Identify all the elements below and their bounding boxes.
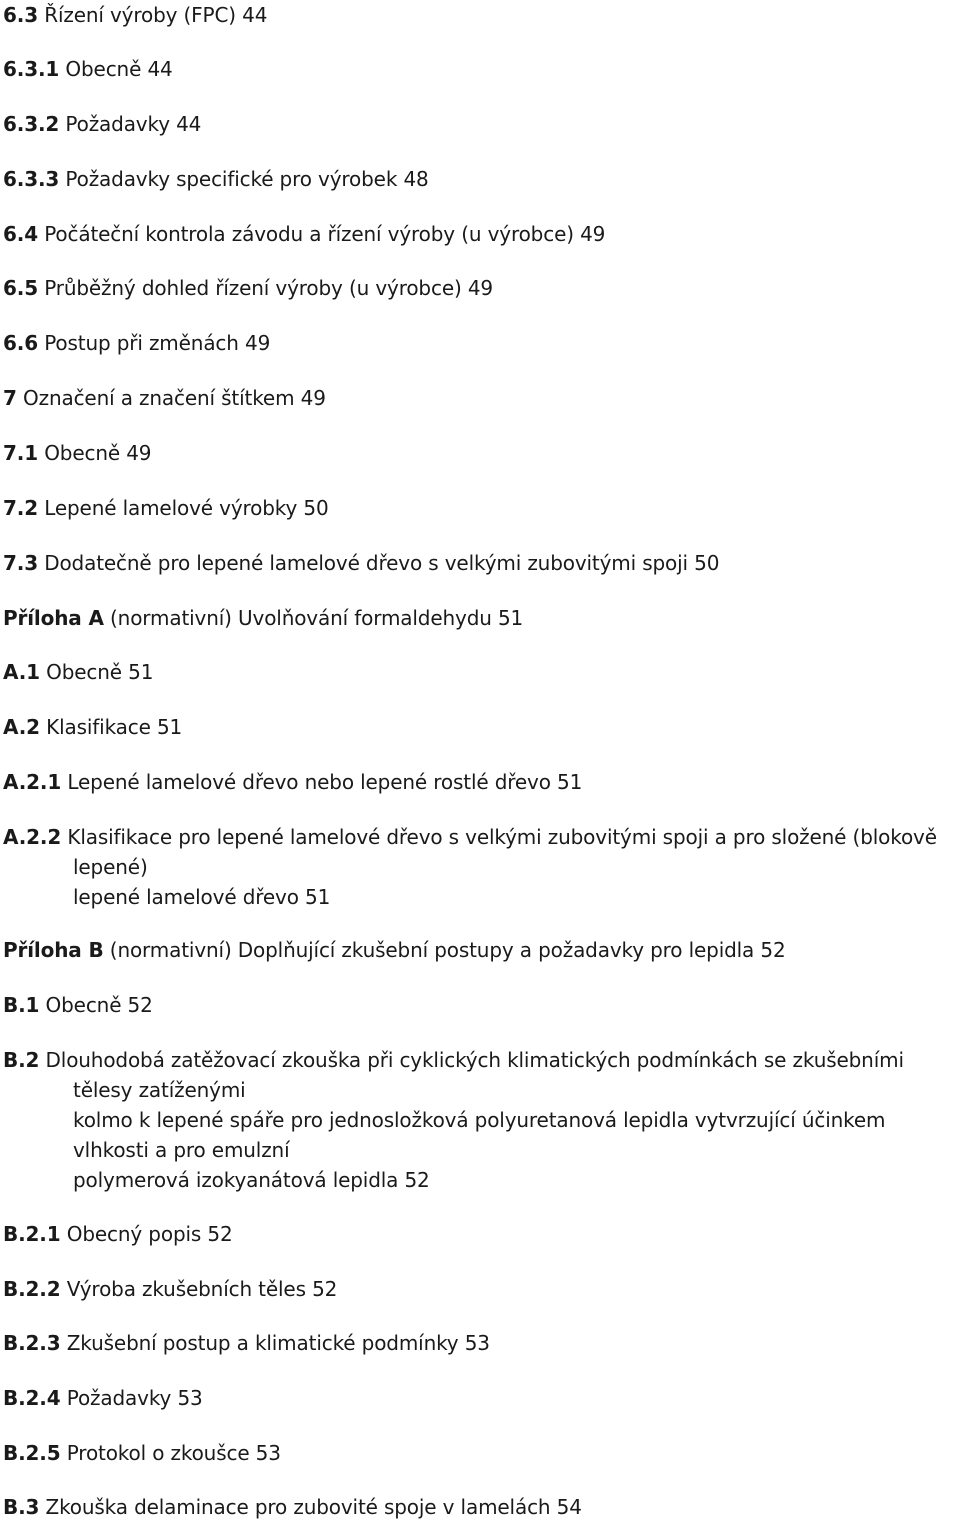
toc-entry[interactable] <box>3 273 958 303</box>
toc-entry[interactable] <box>3 1219 958 1249</box>
toc-entry-number: 7.3 <box>3 551 38 575</box>
toc-entry[interactable] <box>3 935 958 965</box>
toc-entry-title: Klasifikace pro lepené lamelové dřevo s velkými zubovitými spoji a pro složené (blokově <box>67 825 937 849</box>
toc-entry[interactable] <box>3 493 958 523</box>
toc-entry-number: A.1 <box>3 660 40 684</box>
toc-entry[interactable] <box>3 1383 958 1413</box>
toc-entry-number: B.2.5 <box>3 1441 61 1465</box>
toc-entry-number: B.2.3 <box>3 1331 61 1355</box>
toc-entry-title: Výroba zkušebních těles 52 <box>66 1277 338 1301</box>
toc-entry-number: B.2.2 <box>3 1277 61 1301</box>
toc-entry-title: Klasifikace 51 <box>46 715 183 739</box>
toc-entry-number: B.3 <box>3 1495 40 1519</box>
toc-entry-number: 6.3.2 <box>3 112 60 136</box>
toc-entry[interactable] <box>3 1438 958 1468</box>
toc-entry-continuation: lepené lamelové dřevo 51 <box>73 885 331 909</box>
toc-entry-number: 7.1 <box>3 441 38 465</box>
toc-entry-number: 7.2 <box>3 496 38 520</box>
toc-entry[interactable] <box>3 1492 958 1522</box>
toc-entry[interactable] <box>3 54 958 84</box>
toc-entry[interactable] <box>3 219 958 249</box>
toc-entry[interactable] <box>3 990 958 1020</box>
toc-entry-number: B.1 <box>3 993 40 1017</box>
toc-entry-continuation: kolmo k lepené spáře pro jednosložková polyuretanová lepidla vytvrzující účinkem <box>73 1108 886 1132</box>
toc-entry[interactable] <box>3 0 958 30</box>
toc-entry-number: 6.6 <box>3 331 38 355</box>
toc-entry-number: 6.3.1 <box>3 57 60 81</box>
toc-entry-continuation: tělesy zatíženými <box>73 1078 246 1102</box>
toc-entry-title: Požadavky specifické pro výrobek 48 <box>65 167 429 191</box>
toc-entry-title: Lepené lamelové výrobky 50 <box>44 496 329 520</box>
toc-entry-title: Označení a značení štítkem 49 <box>23 386 326 410</box>
toc-entry[interactable] <box>3 712 958 742</box>
toc-entry[interactable] <box>3 109 958 139</box>
toc-entry-number: A.2.1 <box>3 770 62 794</box>
toc-entry[interactable] <box>3 657 958 687</box>
toc-entry[interactable] <box>3 822 958 912</box>
toc-entry-title: Dlouhodobá zatěžovací zkouška při cyklických klimatických podmínkách se zkušebními <box>45 1048 904 1072</box>
toc-entry-title: Obecný popis 52 <box>66 1222 233 1246</box>
toc-entry-number: 6.3 <box>3 3 38 27</box>
toc-entry-number: 6.5 <box>3 276 38 300</box>
toc-entry-title: Protokol o zkoušce 53 <box>66 1441 281 1465</box>
toc-entry-title: Řízení výroby (FPC) 44 <box>44 3 268 27</box>
toc-entry[interactable] <box>3 1045 958 1195</box>
toc-entry-title: Zkušební postup a klimatické podmínky 53 <box>66 1331 490 1355</box>
toc-entry-title: Požadavky 53 <box>66 1386 203 1410</box>
toc-entry-title: (normativní) Uvolňování formaldehydu 51 <box>110 606 524 630</box>
toc-entry[interactable] <box>3 1328 958 1358</box>
toc-entry[interactable] <box>3 438 958 468</box>
toc-entry[interactable] <box>3 164 958 194</box>
toc-entry[interactable] <box>3 603 958 633</box>
toc-entry-title: Lepené lamelové dřevo nebo lepené rostlé dřevo 51 <box>67 770 583 794</box>
toc-entry-title: (normativní) Doplňující zkušební postupy a požadavky pro lepidla 52 <box>109 938 786 962</box>
toc-entry-number: 7 <box>3 386 17 410</box>
toc-entry-title: Obecně 52 <box>45 993 153 1017</box>
toc-entry-number: A.2 <box>3 715 40 739</box>
toc-entry-continuation: vlhkosti a pro emulzní <box>73 1138 290 1162</box>
toc-entry-number: A.2.2 <box>3 825 62 849</box>
toc-entry-number: B.2 <box>3 1048 40 1072</box>
toc-entry-title: Průběžný dohled řízení výroby (u výrobce) 49 <box>44 276 493 300</box>
toc-entry-title: Obecně 49 <box>44 441 152 465</box>
toc-entry-title: Postup při změnách 49 <box>44 331 271 355</box>
toc-entry-continuation: lepené) <box>73 855 148 879</box>
toc-entry[interactable] <box>3 1274 958 1304</box>
toc-entry-title: Požadavky 44 <box>65 112 202 136</box>
toc-entry[interactable] <box>3 383 958 413</box>
toc-entry-title: Dodatečně pro lepené lamelové dřevo s velkými zubovitými spoji 50 <box>44 551 720 575</box>
toc-entry-title: Obecně 51 <box>46 660 154 684</box>
toc-entry-number: B.2.1 <box>3 1222 61 1246</box>
toc-entry-number: B.2.4 <box>3 1386 61 1410</box>
toc-entry[interactable] <box>3 767 958 797</box>
toc-entry-continuation: polymerová izokyanátová lepidla 52 <box>73 1168 430 1192</box>
toc-entry-title: Obecně 44 <box>65 57 173 81</box>
toc-entry-number: 6.4 <box>3 222 38 246</box>
toc-entry-number: Příloha A <box>3 606 104 630</box>
toc-entry[interactable] <box>3 548 958 578</box>
toc-entry-number: 6.3.3 <box>3 167 60 191</box>
toc-entry-number: Příloha B <box>3 938 104 962</box>
toc-entry-title: Zkouška delaminace pro zubovité spoje v lamelách 54 <box>45 1495 582 1519</box>
toc-entry-title: Počáteční kontrola závodu a řízení výroby (u výrobce) 49 <box>44 222 606 246</box>
toc-entry[interactable] <box>3 328 958 358</box>
